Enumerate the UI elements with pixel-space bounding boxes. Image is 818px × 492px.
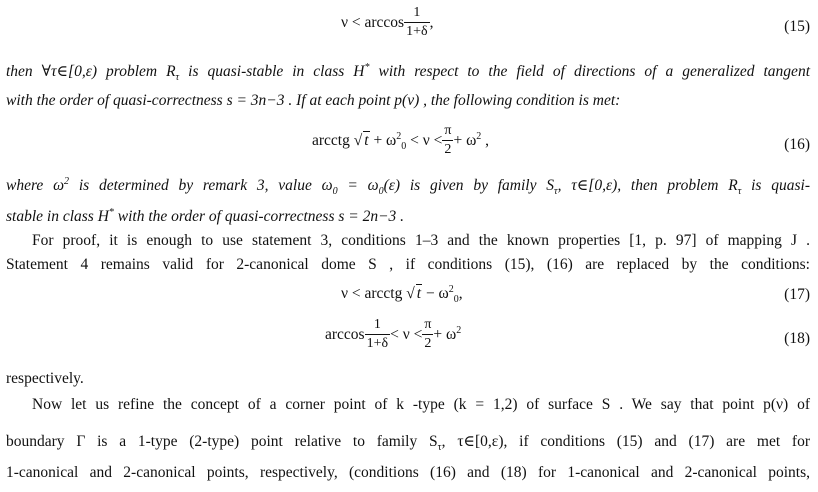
paragraph-line-9: boundary Γ is a 1-type (2-type) point relative to family $S_\tau$, τ∈[0,ε), if conditions (15) and (17) are met for [6, 433, 810, 454]
equation-17: ν < arcctg √ $t - \omega^2_0$, (17) [341, 283, 810, 305]
paragraph-line-6: Statement 4 remains valid for 2-canonical dome S , if conditions (15), (16) are replaced by the conditions: [6, 256, 810, 273]
eq17-number: (17) [784, 286, 810, 303]
eq15-lhs: ν < arccos [341, 13, 405, 31]
paragraph-line-1: then ∀τ∈[0,ε) problem $R_\tau$ is quasi-stable in class H* with respect to the field of directions of a generalized tangent [6, 61, 810, 84]
equation-16: arcctg √ $t + \omega^2_0 < \nu$ < $\frac{\pi}{2}$ + $\omega^2$ , (16) [312, 123, 810, 157]
paragraph-line-3: where $\omega^2$ is determined by remark 3, value $\omega_0 = \omega_0(\varepsilon)$ is given by family $S_\tau$, τ∈[0,ε), then problem $R_\tau$ is quasi- [6, 175, 810, 198]
equation-18: arccos $\frac{1}{1+\delta}$ < ν < $\frac{\pi}{2}$ + $\omega^2$ (18) [325, 317, 810, 351]
eq16-number: (16) [784, 136, 810, 153]
eq16-fraction: $\frac{\pi}{2}$ [444, 123, 452, 157]
eq18-fraction-2: $\frac{\pi}{2}$ [424, 317, 432, 351]
eq15-number: (15) [784, 18, 810, 35]
paragraph-line-2: with the order of quasi-correctness s = 3n−3 . If at each point p(ν) , the following condition is met: [6, 92, 621, 109]
paragraph-line-8: Now let us refine the concept of a corner point of k -type (k = 1,2) of surface S . We say that point p(ν) of [32, 396, 810, 413]
paragraph-line-5: For proof, it is enough to use statement 3, conditions 1–3 and the known properties [1, p. 97] of mapping J . [32, 232, 810, 249]
paragraph-line-7: respectively. [6, 370, 84, 387]
paragraph-line-4: stable in class H* with the order of quasi-correctness s = 2n−3 . [6, 206, 405, 225]
eq18-number: (18) [784, 330, 810, 347]
eq15-fraction: $\frac{1}{1+\delta}$ [406, 5, 428, 39]
equation-15: ν < arccos $\frac{1}{1+\delta}$ , (15) [341, 5, 810, 39]
eq18-fraction-1: $\frac{1}{1+\delta}$ [366, 317, 389, 351]
paragraph-line-10: 1-canonical and 2-canonical points, respectively, (conditions (16) and (18) for 1-canonical and 2-canonical points, [6, 464, 810, 481]
